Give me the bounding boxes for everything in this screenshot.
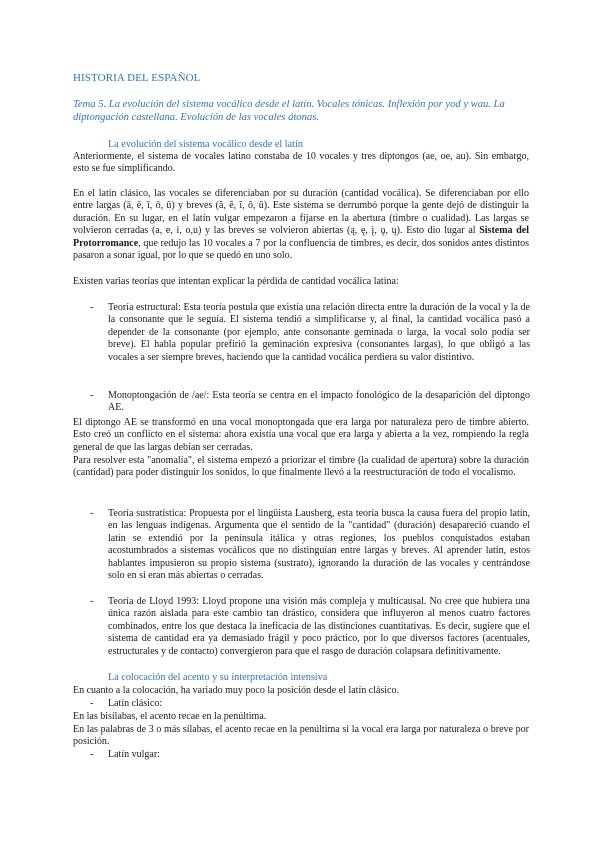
list-dash: - — [90, 596, 94, 607]
paragraph-anomaly: Para resolver esta "anomalía", el sistema empezó a priorizar el timbre (la cualidad de apertura) sobre la duración (cantidad) para poder distinguir los sonidos, lo que finalmente llevó a la reestructuración de todo el vocalismo. — [73, 455, 529, 479]
list-item-text: Latín vulgar: — [108, 749, 160, 760]
list-dash: - — [90, 698, 94, 709]
list-item-classical-latin — [90, 698, 530, 710]
paragraph-theories-intro: Existen varias teorías que intentan explicar la pérdida de cantidad vocálica latina: — [73, 276, 399, 287]
list-item-text: Latín clásico: — [108, 698, 163, 709]
paragraph-intro: Anteriormente, el sistema de vocales latino constaba de 10 vocales y tres diptongos (ae, oe, au). Sin embargo, esto se fue simplificando. — [73, 151, 529, 175]
paragraph-classical-latin-text-a: En el latín clásico, las vocales se diferenciaban por su duración (cantidad vocálica). Se diferenciaban por ello entre largas (ā, ē, ī, ō, ū) y breves (ă, ĕ, ĭ, ŏ, ŭ). Este sistema se derrumbó porque la gente dejó de distinguir la duración. En su lugar, en el latín vulgar empezaron a fijarse en la abertura (timbre o cualidad). Las largas se volvieron cerradas (a, e, i, o,u) y las breves se volvieron abiertas (ą, ę, į, ǫ, ų). Esto dio lugar al — [73, 188, 529, 237]
paragraph-bisyllables: En las bisílabas, el acento recae en la penúltima. — [73, 711, 267, 722]
list-item-text: Monoptongación de /ae/: Esta teoría se centra en el impacto fonológico de la desaparición del diptongo AE. — [108, 390, 530, 414]
document-title: HISTORIA DEL ESPAÑOL — [73, 72, 201, 84]
paragraph-accent-position: En cuanto a la colocación, ha variado muy poco la posición desde el latín clásico. — [73, 685, 399, 696]
list-dash: - — [90, 390, 94, 401]
bold-term-protorromance: Sistema del Protorromance — [73, 225, 530, 249]
topic-subtitle: Tema 5. La evolución del sistema vocálico desde el latín. Vocales tónicas. Inflexión por yod y wau. La diptongación castellana. Evolución de las vocales átonas. — [73, 99, 505, 123]
list-item-text: Teoría sustratística: Propuesta por el lingüista Lausberg, esta teoría busca la causa fuera del propio latín, en las lenguas indígenas. Argumenta que el sentido de la "cantidad" (duración) desapareció cuando el latín se extendió por la península itálica y otras regiones, los pueblos conquistados estaban acostumbrados a sistemas vocálicos que no distinguían entre largas y breves. Al aprender latín, estos hablantes impusieron su propio sistema (sustrato), ignorando la duración de las vocales y centrándose solo en si eran más abiertas o cerradas. — [108, 508, 530, 582]
paragraph-polysyllables: En las palabras de 3 o más sílabas, el acento recae en la penúltima si la vocal era larga por naturaleza o breve por posición. — [73, 724, 529, 748]
list-item-structural-theory — [90, 302, 530, 364]
list-item-monophthongization — [90, 390, 530, 415]
list-item-text: Teoría de Lloyd 1993: Lloyd propone una visión más compleja y multicausal. No cree que hubiera una única razón aislada para este cambio tan drástico, considera que influyeron al menos cuatro factores combinados, entre los que destaca la ineficacia de las distinciones cuantitativas. Es decir, sugiere que el sistema de cantidad era ya demasiado frágil y poco práctico, por lo que diversos factores (acentuales, estructurales y de contacto) convergieron para que el rasgo de duración colapsara definitivamente. — [108, 596, 530, 657]
list-item-lloyd-theory — [90, 596, 530, 658]
list-dash: - — [90, 302, 94, 313]
section-heading-accent: La colocación del acento y su interpretación intensiva — [108, 672, 328, 683]
list-dash: - — [90, 749, 94, 760]
list-item-vulgar-latin — [90, 749, 530, 761]
paragraph-ae-diphthong: El diptongo AE se transformó en una vocal monoptongada que era larga por naturaleza pero de timbre abierto. Esto creó un conflicto en el sistema: ahora existía una vocal que era larga y abierta a la vez, rompiendo la regla general de que las largas debían ser cerradas. — [73, 417, 529, 453]
paragraph-classical-latin — [73, 188, 529, 262]
section-heading-vocalic-evolution: La evolución del sistema vocálico desde el latín — [108, 139, 303, 150]
list-dash: - — [90, 508, 94, 519]
list-item-substrate-theory — [90, 508, 530, 582]
list-item-text: Teoría estructural: Esta teoría postula que existía una relación directa entre la duración de la vocal y la de la consonante que le seguía. El sistema tendió a simplificarse y, al final, la cantidad vocálica pasó a depender de la consonante (por ejemplo, ante consonante geminada o larga, la vocal solo podía ser breve). El habla popular prefirió la geminación expresiva (consonantes largas), lo que obligó a las vocales a ser siempre breves, haciendo que la cantidad vocálica perdiera su valor distintivo. — [108, 302, 530, 363]
paragraph-classical-latin-text-c: , que redujo las 10 vocales a 7 por la confluencia de timbres, es decir, dos sonidos antes distintos pasaron a sonar igual, por lo que se quedó en uno solo. — [73, 237, 529, 262]
